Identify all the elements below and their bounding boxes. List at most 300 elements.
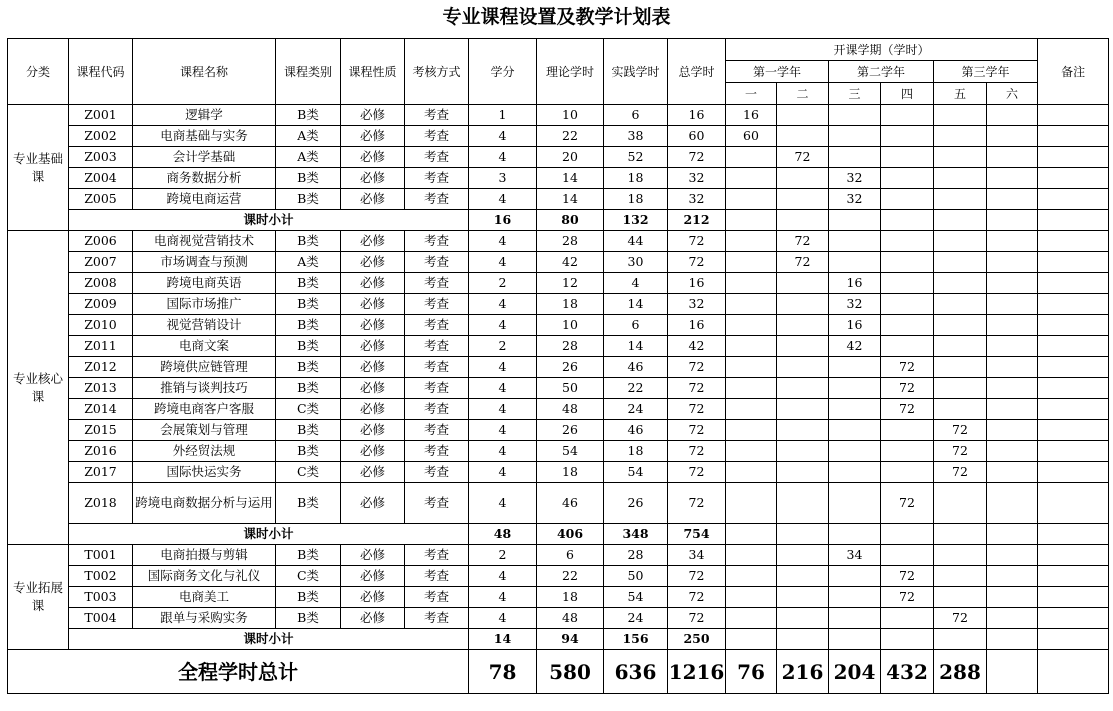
theory-hours: 18 bbox=[537, 587, 604, 608]
course-code: Z004 bbox=[69, 168, 133, 189]
course-name: 电商美工 bbox=[133, 587, 276, 608]
semester-hours-6 bbox=[987, 273, 1038, 294]
semester-hours-2: 72 bbox=[777, 147, 829, 168]
table-row bbox=[8, 105, 1109, 126]
grand-total-label: 全程学时总计 bbox=[8, 650, 469, 694]
course-code: T001 bbox=[69, 545, 133, 566]
course-type: C类 bbox=[276, 462, 341, 483]
remark-cell bbox=[1038, 378, 1109, 399]
grand-total-hours: 1216 bbox=[668, 650, 726, 694]
course-code: T002 bbox=[69, 566, 133, 587]
exam-method: 考查 bbox=[405, 462, 469, 483]
semester-hours-1 bbox=[726, 545, 777, 566]
semester-hours-3: 32 bbox=[829, 168, 881, 189]
subtotal-sem-6 bbox=[987, 210, 1038, 231]
semester-hours-6 bbox=[987, 545, 1038, 566]
header-sem-2: 二 bbox=[777, 83, 829, 105]
semester-hours-4 bbox=[881, 147, 934, 168]
semester-hours-1 bbox=[726, 462, 777, 483]
exam-method: 考查 bbox=[405, 189, 469, 210]
total-hours: 72 bbox=[668, 252, 726, 273]
exam-method: 考查 bbox=[405, 126, 469, 147]
subtotal-sem-6 bbox=[987, 524, 1038, 545]
course-name: 商务数据分析 bbox=[133, 168, 276, 189]
header-row bbox=[8, 39, 1109, 61]
header-year-2: 第二学年 bbox=[829, 61, 934, 83]
semester-hours-1 bbox=[726, 378, 777, 399]
semester-hours-5 bbox=[934, 378, 987, 399]
semester-hours-5 bbox=[934, 231, 987, 252]
table-row bbox=[8, 189, 1109, 210]
grand-total-credit: 78 bbox=[469, 650, 537, 694]
semester-hours-3: 42 bbox=[829, 336, 881, 357]
grand-total-sem-6 bbox=[987, 650, 1038, 694]
course-type: B类 bbox=[276, 189, 341, 210]
semester-hours-4 bbox=[881, 189, 934, 210]
header-sem-4: 四 bbox=[881, 83, 934, 105]
subtotal-credit: 16 bbox=[469, 210, 537, 231]
semester-hours-3 bbox=[829, 587, 881, 608]
semester-hours-2 bbox=[777, 483, 829, 524]
subtotal-theory: 406 bbox=[537, 524, 604, 545]
total-hours: 72 bbox=[668, 420, 726, 441]
semester-hours-1 bbox=[726, 566, 777, 587]
exam-method: 考查 bbox=[405, 168, 469, 189]
course-plan-table bbox=[7, 38, 1109, 694]
subtotal-practice: 132 bbox=[604, 210, 668, 231]
remark-cell bbox=[1038, 483, 1109, 524]
course-name: 跟单与采购实务 bbox=[133, 608, 276, 629]
semester-hours-3 bbox=[829, 483, 881, 524]
semester-hours-4: 72 bbox=[881, 483, 934, 524]
course-code: Z002 bbox=[69, 126, 133, 147]
table-row bbox=[8, 357, 1109, 378]
semester-hours-5 bbox=[934, 294, 987, 315]
theory-hours: 6 bbox=[537, 545, 604, 566]
theory-hours: 22 bbox=[537, 126, 604, 147]
course-type: B类 bbox=[276, 231, 341, 252]
subtotal-theory: 80 bbox=[537, 210, 604, 231]
total-hours: 72 bbox=[668, 608, 726, 629]
course-code: Z007 bbox=[69, 252, 133, 273]
course-nature: 必修 bbox=[341, 105, 405, 126]
semester-hours-4 bbox=[881, 273, 934, 294]
course-nature: 必修 bbox=[341, 462, 405, 483]
semester-hours-1 bbox=[726, 273, 777, 294]
semester-hours-2 bbox=[777, 587, 829, 608]
table-row bbox=[8, 462, 1109, 483]
remark-cell bbox=[1038, 147, 1109, 168]
course-name: 跨境电商客户客服 bbox=[133, 399, 276, 420]
practice-hours: 14 bbox=[604, 294, 668, 315]
semester-hours-5 bbox=[934, 545, 987, 566]
grand-total-row bbox=[8, 650, 1109, 694]
semester-hours-1 bbox=[726, 587, 777, 608]
course-code: Z015 bbox=[69, 420, 133, 441]
table-row bbox=[8, 608, 1109, 629]
header-exam: 考核方式 bbox=[405, 39, 469, 105]
course-type: B类 bbox=[276, 294, 341, 315]
semester-hours-2 bbox=[777, 315, 829, 336]
course-type: B类 bbox=[276, 357, 341, 378]
credit: 4 bbox=[469, 441, 537, 462]
semester-hours-3 bbox=[829, 441, 881, 462]
subtotal-sem-3 bbox=[829, 629, 881, 650]
practice-hours: 50 bbox=[604, 566, 668, 587]
semester-hours-6 bbox=[987, 252, 1038, 273]
course-code: Z014 bbox=[69, 399, 133, 420]
semester-hours-1 bbox=[726, 168, 777, 189]
semester-hours-1 bbox=[726, 483, 777, 524]
semester-hours-4: 72 bbox=[881, 587, 934, 608]
table-body bbox=[8, 39, 1109, 694]
grand-total-sem-5: 288 bbox=[934, 650, 987, 694]
course-nature: 必修 bbox=[341, 378, 405, 399]
course-name: 国际商务文化与礼仪 bbox=[133, 566, 276, 587]
course-nature: 必修 bbox=[341, 441, 405, 462]
practice-hours: 54 bbox=[604, 462, 668, 483]
semester-hours-5 bbox=[934, 105, 987, 126]
semester-hours-6 bbox=[987, 105, 1038, 126]
semester-hours-6 bbox=[987, 294, 1038, 315]
course-type: B类 bbox=[276, 587, 341, 608]
table-row bbox=[8, 315, 1109, 336]
practice-hours: 18 bbox=[604, 189, 668, 210]
theory-hours: 26 bbox=[537, 420, 604, 441]
total-hours: 72 bbox=[668, 231, 726, 252]
course-type: B类 bbox=[276, 545, 341, 566]
course-nature: 必修 bbox=[341, 399, 405, 420]
semester-hours-4: 72 bbox=[881, 378, 934, 399]
course-name: 跨境电商数据分析与运用 bbox=[133, 483, 276, 524]
course-name: 跨境电商英语 bbox=[133, 273, 276, 294]
course-nature: 必修 bbox=[341, 357, 405, 378]
semester-hours-1 bbox=[726, 357, 777, 378]
course-code: Z018 bbox=[69, 483, 133, 524]
course-code: Z016 bbox=[69, 441, 133, 462]
semester-hours-3 bbox=[829, 147, 881, 168]
theory-hours: 28 bbox=[537, 231, 604, 252]
exam-method: 考查 bbox=[405, 252, 469, 273]
theory-hours: 28 bbox=[537, 336, 604, 357]
semester-hours-3: 16 bbox=[829, 273, 881, 294]
course-type: B类 bbox=[276, 105, 341, 126]
header-year-3: 第三学年 bbox=[934, 61, 1038, 83]
exam-method: 考查 bbox=[405, 336, 469, 357]
grand-total-sem-2: 216 bbox=[777, 650, 829, 694]
category-cell: 专业拓展课 bbox=[8, 545, 69, 650]
total-hours: 16 bbox=[668, 315, 726, 336]
grand-total-remark bbox=[1038, 650, 1109, 694]
exam-method: 考查 bbox=[405, 420, 469, 441]
practice-hours: 46 bbox=[604, 420, 668, 441]
practice-hours: 18 bbox=[604, 168, 668, 189]
course-name: 电商基础与实务 bbox=[133, 126, 276, 147]
course-type: B类 bbox=[276, 378, 341, 399]
course-name: 市场调查与预测 bbox=[133, 252, 276, 273]
practice-hours: 30 bbox=[604, 252, 668, 273]
subtotal-sem-4 bbox=[881, 210, 934, 231]
total-hours: 72 bbox=[668, 566, 726, 587]
course-type: B类 bbox=[276, 483, 341, 524]
subtotal-remark bbox=[1038, 524, 1109, 545]
course-name: 会计学基础 bbox=[133, 147, 276, 168]
semester-hours-2: 72 bbox=[777, 231, 829, 252]
course-nature: 必修 bbox=[341, 168, 405, 189]
theory-hours: 42 bbox=[537, 252, 604, 273]
remark-cell bbox=[1038, 608, 1109, 629]
table-row bbox=[8, 420, 1109, 441]
course-type: B类 bbox=[276, 608, 341, 629]
semester-hours-5: 72 bbox=[934, 420, 987, 441]
header-sem-3: 三 bbox=[829, 83, 881, 105]
semester-hours-6 bbox=[987, 357, 1038, 378]
semester-hours-3 bbox=[829, 420, 881, 441]
subtotal-remark bbox=[1038, 210, 1109, 231]
remark-cell bbox=[1038, 105, 1109, 126]
semester-hours-5 bbox=[934, 315, 987, 336]
credit: 4 bbox=[469, 315, 537, 336]
practice-hours: 38 bbox=[604, 126, 668, 147]
semester-hours-3 bbox=[829, 566, 881, 587]
practice-hours: 4 bbox=[604, 273, 668, 294]
credit: 4 bbox=[469, 566, 537, 587]
course-nature: 必修 bbox=[341, 126, 405, 147]
course-name: 电商文案 bbox=[133, 336, 276, 357]
exam-method: 考查 bbox=[405, 399, 469, 420]
total-hours: 32 bbox=[668, 189, 726, 210]
remark-cell bbox=[1038, 357, 1109, 378]
course-type: B类 bbox=[276, 336, 341, 357]
exam-method: 考查 bbox=[405, 357, 469, 378]
subtotal-credit: 48 bbox=[469, 524, 537, 545]
credit: 4 bbox=[469, 608, 537, 629]
semester-hours-4 bbox=[881, 231, 934, 252]
semester-hours-6 bbox=[987, 189, 1038, 210]
grand-total-sem-1: 76 bbox=[726, 650, 777, 694]
semester-hours-5: 72 bbox=[934, 462, 987, 483]
semester-hours-2 bbox=[777, 189, 829, 210]
grand-total-practice: 636 bbox=[604, 650, 668, 694]
semester-hours-6 bbox=[987, 420, 1038, 441]
total-hours: 72 bbox=[668, 441, 726, 462]
credit: 4 bbox=[469, 587, 537, 608]
semester-hours-2 bbox=[777, 399, 829, 420]
theory-hours: 48 bbox=[537, 399, 604, 420]
semester-hours-5 bbox=[934, 168, 987, 189]
semester-hours-2 bbox=[777, 420, 829, 441]
semester-hours-2 bbox=[777, 608, 829, 629]
course-code: Z009 bbox=[69, 294, 133, 315]
semester-hours-1 bbox=[726, 336, 777, 357]
course-name: 电商拍摄与剪辑 bbox=[133, 545, 276, 566]
course-name: 视觉营销设计 bbox=[133, 315, 276, 336]
course-type: B类 bbox=[276, 441, 341, 462]
table-row bbox=[8, 168, 1109, 189]
remark-cell bbox=[1038, 462, 1109, 483]
remark-cell bbox=[1038, 189, 1109, 210]
semester-hours-3 bbox=[829, 357, 881, 378]
table-row bbox=[8, 294, 1109, 315]
total-hours: 60 bbox=[668, 126, 726, 147]
subtotal-row bbox=[8, 524, 1109, 545]
course-name: 国际快运实务 bbox=[133, 462, 276, 483]
header-theory: 理论学时 bbox=[537, 39, 604, 105]
semester-hours-6 bbox=[987, 608, 1038, 629]
course-nature: 必修 bbox=[341, 231, 405, 252]
theory-hours: 54 bbox=[537, 441, 604, 462]
exam-method: 考查 bbox=[405, 378, 469, 399]
semester-hours-2 bbox=[777, 566, 829, 587]
semester-hours-3 bbox=[829, 462, 881, 483]
subtotal-sem-3 bbox=[829, 210, 881, 231]
course-code: T004 bbox=[69, 608, 133, 629]
semester-hours-1 bbox=[726, 441, 777, 462]
semester-hours-4 bbox=[881, 545, 934, 566]
subtotal-sem-2 bbox=[777, 210, 829, 231]
credit: 4 bbox=[469, 462, 537, 483]
semester-hours-1: 16 bbox=[726, 105, 777, 126]
remark-cell bbox=[1038, 566, 1109, 587]
semester-hours-5: 72 bbox=[934, 441, 987, 462]
practice-hours: 18 bbox=[604, 441, 668, 462]
practice-hours: 28 bbox=[604, 545, 668, 566]
semester-hours-6 bbox=[987, 315, 1038, 336]
remark-cell bbox=[1038, 420, 1109, 441]
table-row bbox=[8, 399, 1109, 420]
subtotal-sem-5 bbox=[934, 210, 987, 231]
header-practice: 实践学时 bbox=[604, 39, 668, 105]
semester-hours-6 bbox=[987, 336, 1038, 357]
semester-hours-4 bbox=[881, 252, 934, 273]
credit: 2 bbox=[469, 273, 537, 294]
remark-cell bbox=[1038, 441, 1109, 462]
subtotal-remark bbox=[1038, 629, 1109, 650]
semester-hours-2 bbox=[777, 273, 829, 294]
semester-hours-5 bbox=[934, 336, 987, 357]
semester-hours-5 bbox=[934, 566, 987, 587]
semester-hours-2 bbox=[777, 441, 829, 462]
header-type: 课程类别 bbox=[276, 39, 341, 105]
subtotal-row bbox=[8, 629, 1109, 650]
header-sem-5: 五 bbox=[934, 83, 987, 105]
subtotal-sem-6 bbox=[987, 629, 1038, 650]
semester-hours-6 bbox=[987, 462, 1038, 483]
table-row bbox=[8, 231, 1109, 252]
course-type: A类 bbox=[276, 147, 341, 168]
total-hours: 72 bbox=[668, 462, 726, 483]
semester-hours-6 bbox=[987, 378, 1038, 399]
table-row bbox=[8, 483, 1109, 524]
practice-hours: 6 bbox=[604, 105, 668, 126]
course-name: 电商视觉营销技术 bbox=[133, 231, 276, 252]
subtotal-row bbox=[8, 210, 1109, 231]
credit: 4 bbox=[469, 126, 537, 147]
practice-hours: 46 bbox=[604, 357, 668, 378]
credit: 1 bbox=[469, 105, 537, 126]
semester-hours-6 bbox=[987, 147, 1038, 168]
semester-hours-1 bbox=[726, 399, 777, 420]
semester-hours-1 bbox=[726, 315, 777, 336]
course-nature: 必修 bbox=[341, 608, 405, 629]
practice-hours: 22 bbox=[604, 378, 668, 399]
semester-hours-1 bbox=[726, 189, 777, 210]
category-cell: 专业核心课 bbox=[8, 231, 69, 545]
remark-cell bbox=[1038, 168, 1109, 189]
practice-hours: 24 bbox=[604, 399, 668, 420]
remark-cell bbox=[1038, 399, 1109, 420]
header-remark: 备注 bbox=[1038, 39, 1109, 105]
remark-cell bbox=[1038, 294, 1109, 315]
semester-hours-5 bbox=[934, 252, 987, 273]
semester-hours-6 bbox=[987, 483, 1038, 524]
grand-total-sem-3: 204 bbox=[829, 650, 881, 694]
semester-hours-6 bbox=[987, 441, 1038, 462]
course-name: 逻辑学 bbox=[133, 105, 276, 126]
semester-hours-4 bbox=[881, 168, 934, 189]
course-name: 外经贸法规 bbox=[133, 441, 276, 462]
theory-hours: 12 bbox=[537, 273, 604, 294]
subtotal-label: 课时小计 bbox=[69, 210, 469, 231]
exam-method: 考查 bbox=[405, 608, 469, 629]
header-nature: 课程性质 bbox=[341, 39, 405, 105]
practice-hours: 26 bbox=[604, 483, 668, 524]
semester-hours-4 bbox=[881, 441, 934, 462]
exam-method: 考查 bbox=[405, 105, 469, 126]
semester-hours-3 bbox=[829, 231, 881, 252]
semester-hours-4 bbox=[881, 105, 934, 126]
course-code: Z005 bbox=[69, 189, 133, 210]
header-name: 课程名称 bbox=[133, 39, 276, 105]
table-row bbox=[8, 273, 1109, 294]
semester-hours-1: 60 bbox=[726, 126, 777, 147]
practice-hours: 54 bbox=[604, 587, 668, 608]
subtotal-sem-5 bbox=[934, 629, 987, 650]
course-code: Z008 bbox=[69, 273, 133, 294]
semester-hours-5 bbox=[934, 189, 987, 210]
semester-hours-3 bbox=[829, 608, 881, 629]
table-row bbox=[8, 147, 1109, 168]
semester-hours-4 bbox=[881, 608, 934, 629]
course-nature: 必修 bbox=[341, 315, 405, 336]
course-name: 跨境供应链管理 bbox=[133, 357, 276, 378]
table-row bbox=[8, 441, 1109, 462]
course-name: 跨境电商运营 bbox=[133, 189, 276, 210]
semester-hours-5 bbox=[934, 483, 987, 524]
course-nature: 必修 bbox=[341, 252, 405, 273]
semester-hours-2 bbox=[777, 126, 829, 147]
theory-hours: 46 bbox=[537, 483, 604, 524]
total-hours: 72 bbox=[668, 357, 726, 378]
table-row bbox=[8, 126, 1109, 147]
theory-hours: 18 bbox=[537, 294, 604, 315]
exam-method: 考查 bbox=[405, 587, 469, 608]
header-credit: 学分 bbox=[469, 39, 537, 105]
semester-hours-2 bbox=[777, 462, 829, 483]
table-row bbox=[8, 587, 1109, 608]
credit: 4 bbox=[469, 378, 537, 399]
credit: 4 bbox=[469, 252, 537, 273]
theory-hours: 18 bbox=[537, 462, 604, 483]
semester-hours-6 bbox=[987, 126, 1038, 147]
semester-hours-2 bbox=[777, 294, 829, 315]
semester-hours-4 bbox=[881, 126, 934, 147]
remark-cell bbox=[1038, 273, 1109, 294]
semester-hours-3 bbox=[829, 126, 881, 147]
theory-hours: 50 bbox=[537, 378, 604, 399]
remark-cell bbox=[1038, 126, 1109, 147]
course-name: 会展策划与管理 bbox=[133, 420, 276, 441]
